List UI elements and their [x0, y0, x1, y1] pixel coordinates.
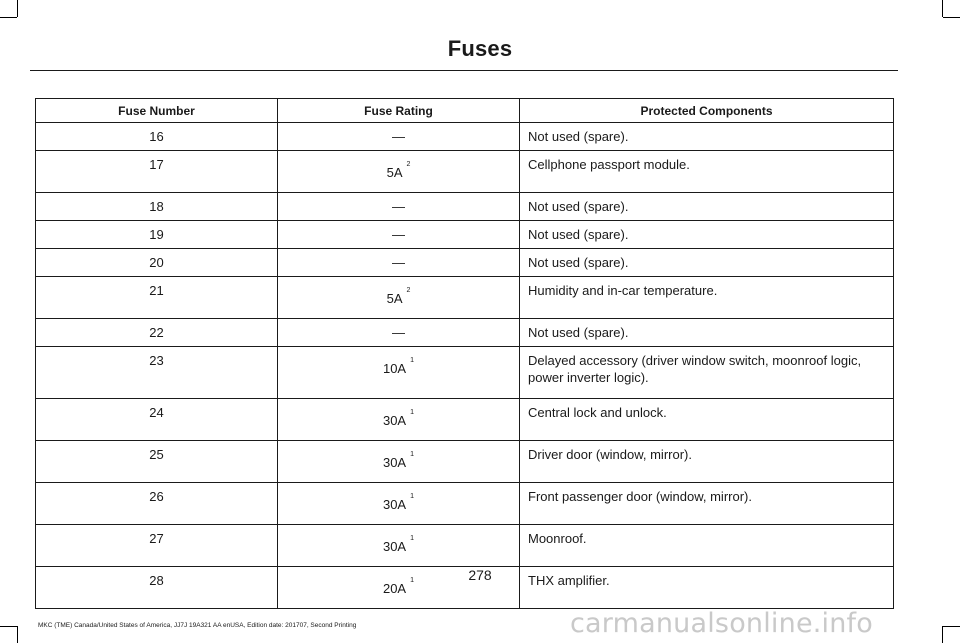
footnote-marker: 2: [406, 161, 411, 168]
crop-mark: [942, 0, 943, 17]
fuse-rating: [278, 221, 520, 249]
table-row: [36, 151, 894, 193]
crop-mark: [943, 626, 960, 627]
crop-mark: [943, 17, 960, 18]
table-row: [36, 277, 894, 319]
fuse-number: 18: [36, 193, 278, 221]
fuse-number: 21: [36, 277, 278, 319]
rating-value: —: [392, 199, 405, 214]
table-row: [36, 399, 894, 441]
page-number: 278: [468, 567, 492, 583]
fuse-rating: [278, 525, 520, 567]
table-row: [36, 319, 894, 347]
fuse-number: 20: [36, 249, 278, 277]
table-row: [36, 441, 894, 483]
rating-value: 30A: [382, 455, 407, 470]
protected-components: Not used (spare).: [520, 221, 894, 249]
footnote-marker: 2: [406, 287, 411, 294]
fuse-number: 22: [36, 319, 278, 347]
protected-components: Humidity and in-car temperature.: [520, 277, 894, 319]
page-title: Fuses: [447, 36, 513, 61]
protected-components: Cellphone passport module.: [520, 151, 894, 193]
table-row: [36, 193, 894, 221]
fuse-rating: [278, 347, 520, 399]
fuse-rating: [278, 319, 520, 347]
footnote-marker: 1: [410, 357, 415, 364]
footnote-marker: 1: [410, 535, 415, 542]
fuse-number: 27: [36, 525, 278, 567]
fuse-rating: [278, 123, 520, 151]
crop-mark: [17, 0, 18, 17]
rating-value: —: [392, 129, 405, 144]
rating-value: 30A: [382, 539, 407, 554]
fuse-number: 23: [36, 347, 278, 399]
fuse-rating: [278, 249, 520, 277]
footer-edition-note: MKC (TME) Canada/United States of America, JJ7J 19A321 AA enUSA, Edition date: 201707, Second Printing: [38, 622, 357, 629]
protected-components: Not used (spare).: [520, 319, 894, 347]
rating-value: 20A: [382, 581, 407, 596]
protected-components: Front passenger door (window, mirror).: [520, 483, 894, 525]
rating-value: 30A: [382, 413, 407, 428]
column-header-fuse-number: Fuse Number: [36, 99, 278, 123]
rating-value: 5A: [386, 291, 403, 306]
fuse-number: 16: [36, 123, 278, 151]
table-row: [36, 525, 894, 567]
header-rule: [30, 70, 898, 71]
fuse-table: [35, 98, 894, 609]
protected-components: Not used (spare).: [520, 249, 894, 277]
fuse-number: 28: [36, 567, 278, 609]
protected-components: Moonroof.: [520, 525, 894, 567]
fuse-number: 19: [36, 221, 278, 249]
fuse-number: 24: [36, 399, 278, 441]
protected-components: Central lock and unlock.: [520, 399, 894, 441]
protected-components: Driver door (window, mirror).: [520, 441, 894, 483]
column-header-protected-components: Protected Components: [520, 99, 894, 123]
fuse-rating: [278, 151, 520, 193]
protected-components: THX amplifier.: [520, 567, 894, 609]
footnote-marker: 1: [410, 493, 415, 500]
fuse-rating: [278, 483, 520, 525]
crop-mark: [942, 626, 943, 643]
footnote-marker: 1: [410, 409, 415, 416]
fuse-number: 26: [36, 483, 278, 525]
rating-value: 5A: [386, 165, 403, 180]
rating-value: —: [392, 325, 405, 340]
fuse-rating: [278, 441, 520, 483]
watermark: carmanualsonline.info: [570, 608, 873, 639]
protected-components: Not used (spare).: [520, 193, 894, 221]
protected-components: Delayed accessory (driver window switch, moonroof logic, power inverter logic).: [520, 347, 894, 399]
table-row: [36, 483, 894, 525]
table-row: [36, 249, 894, 277]
table-row: [36, 347, 894, 399]
fuse-rating: [278, 399, 520, 441]
table-row: [36, 221, 894, 249]
rating-value: —: [392, 255, 405, 270]
column-header-fuse-rating: Fuse Rating: [278, 99, 520, 123]
rating-value: 30A: [382, 497, 407, 512]
table-header-row: [36, 99, 894, 123]
footnote-marker: 1: [410, 577, 415, 584]
fuse-rating: [278, 277, 520, 319]
table-row: [36, 123, 894, 151]
footnote-marker: 1: [410, 451, 415, 458]
fuse-number: 17: [36, 151, 278, 193]
protected-components: Not used (spare).: [520, 123, 894, 151]
rating-value: 10A: [382, 361, 407, 376]
rating-value: —: [392, 227, 405, 242]
crop-mark: [17, 626, 18, 643]
fuse-rating: [278, 193, 520, 221]
crop-mark: [0, 626, 17, 627]
fuse-number: 25: [36, 441, 278, 483]
crop-mark: [0, 17, 17, 18]
